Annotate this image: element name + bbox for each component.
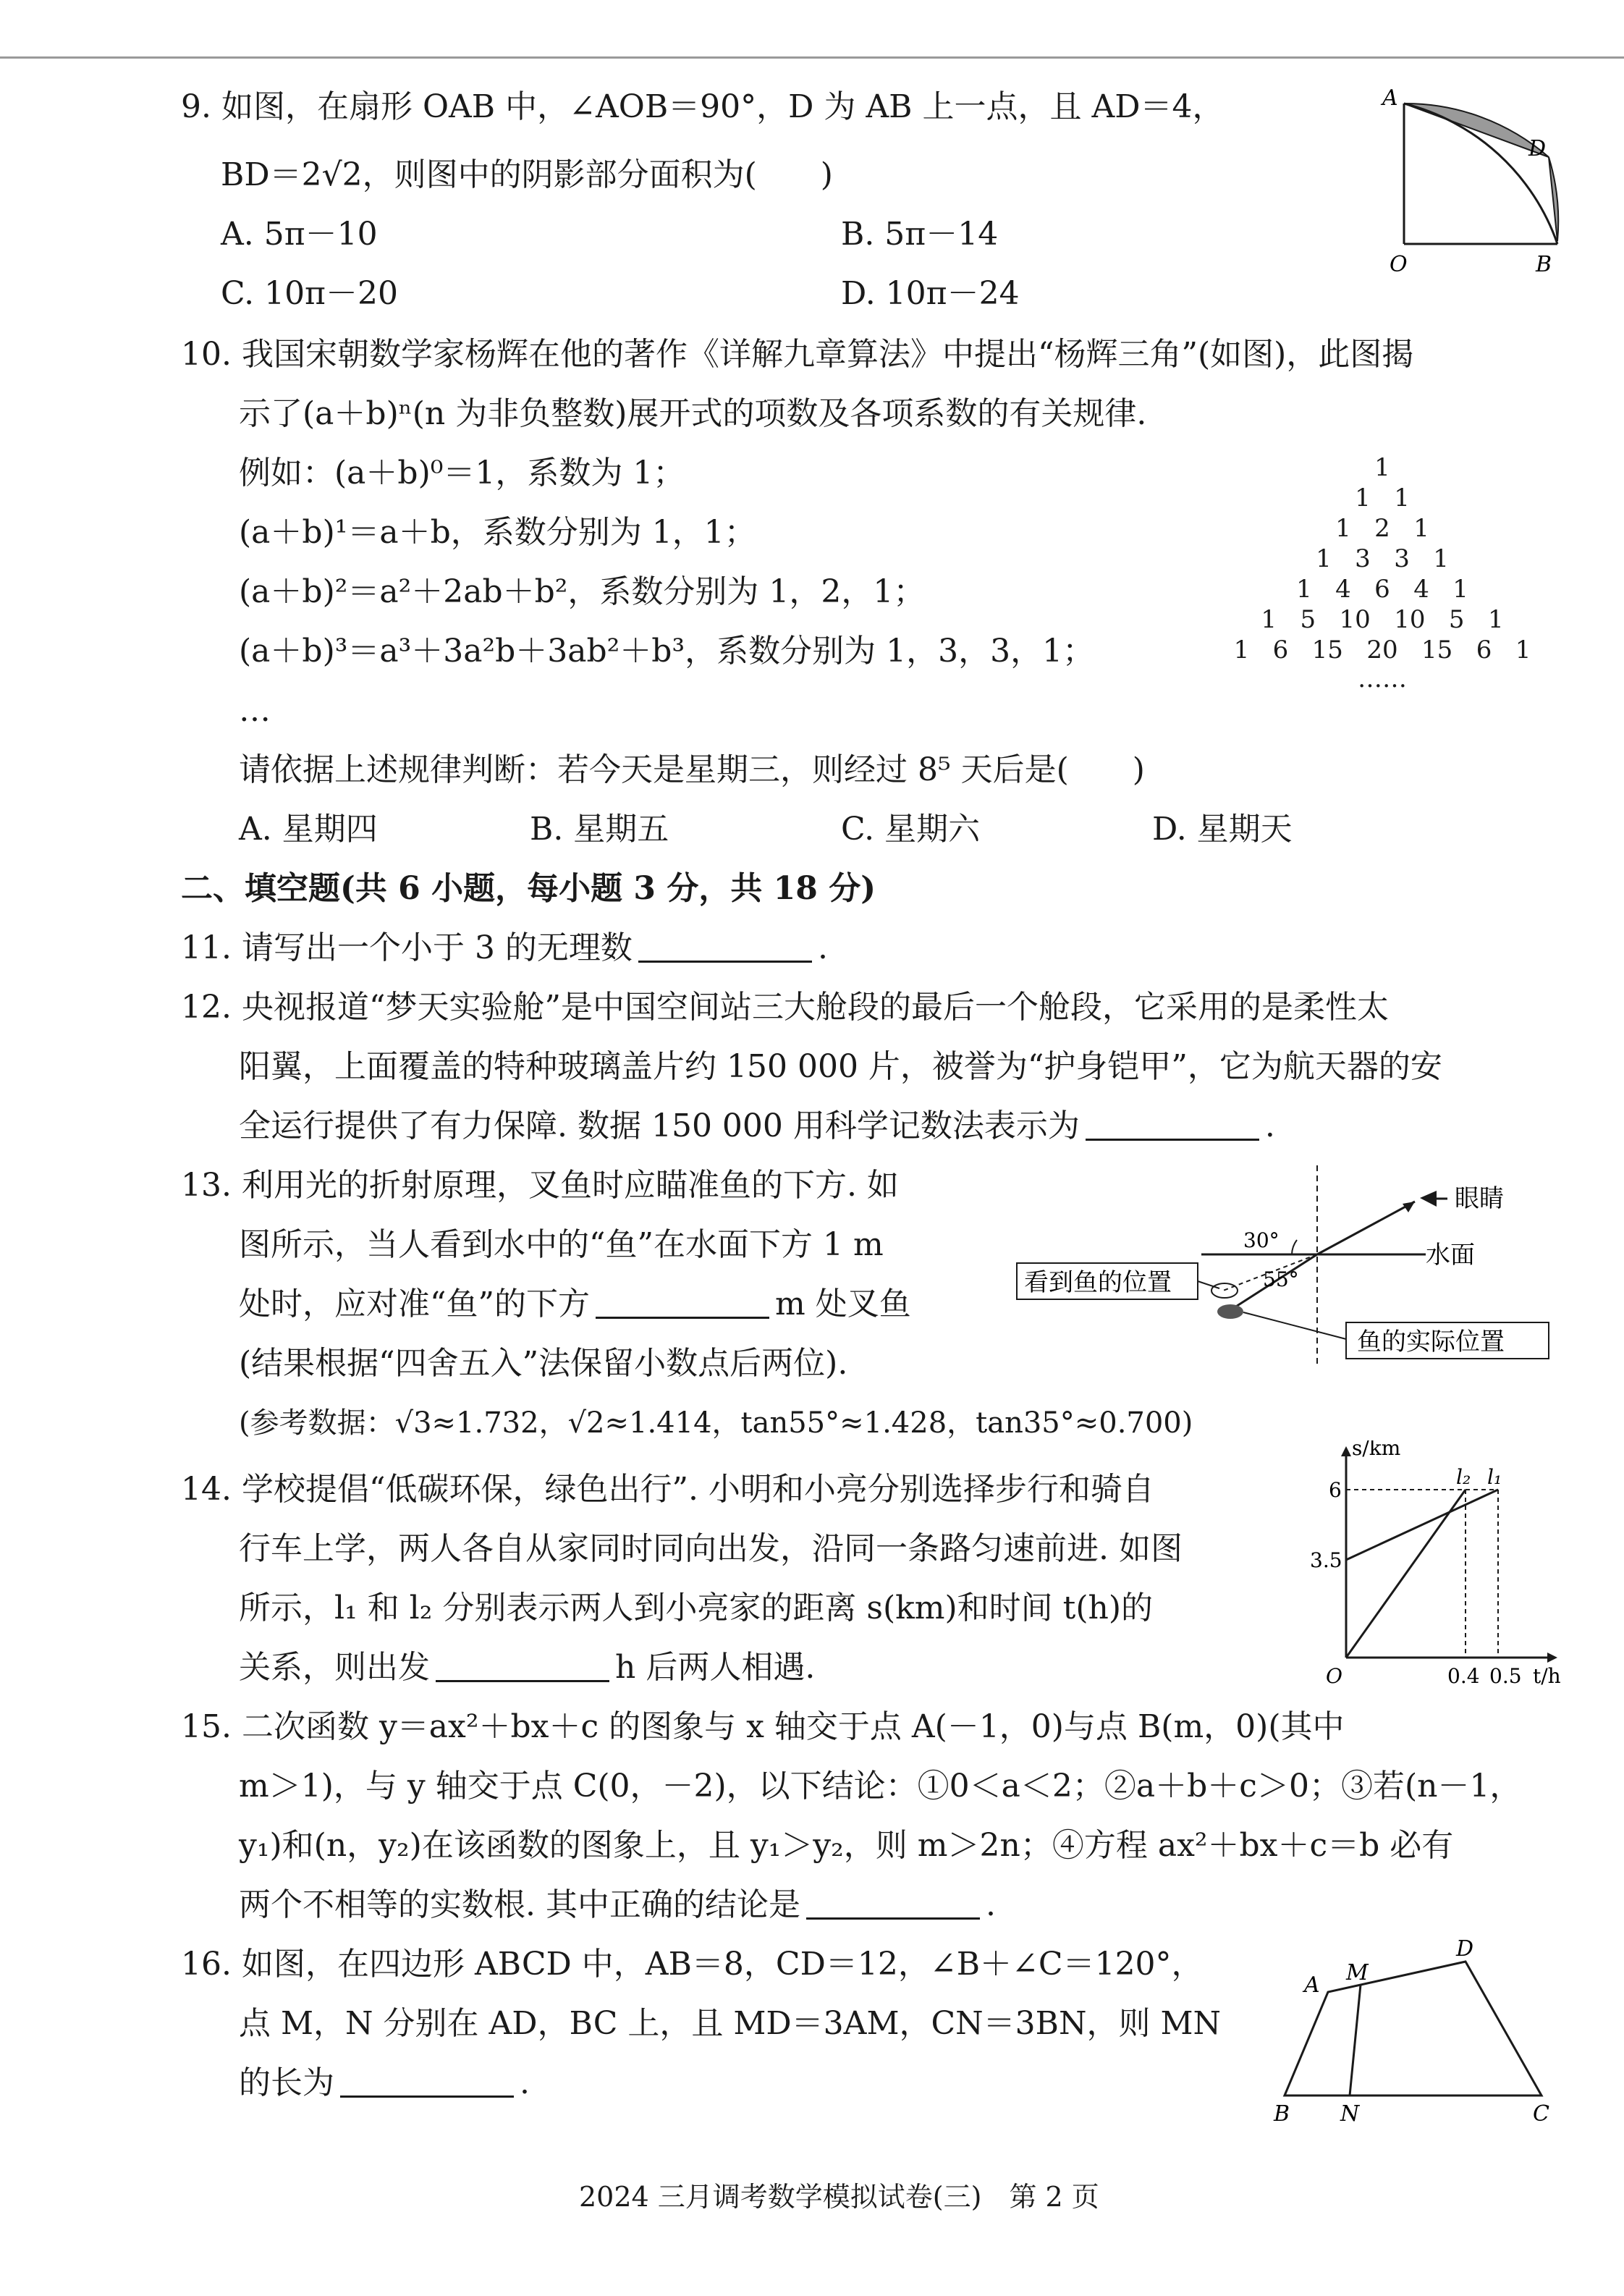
q14-line3: 所示，l₁ 和 l₂ 分别表示两人到小亮家的距离 s(km)和时间 t(h)的 [239,1590,1153,1626]
q13-line3-text: 处时，应对准“鱼”的下方 [239,1286,590,1322]
triangle-row: 1 6 15 20 15 6 1 [1233,636,1531,664]
q11-text: 11. 请写出一个小于 3 的无理数 [181,929,633,966]
q14-label-l2: l₂ [1456,1465,1471,1489]
q10-example-1: (a＋b)¹＝a＋b，系数分别为 1，1； [239,514,756,551]
q11 [181,927,828,970]
q13-line2: 图所示，当人看到水中的“鱼”在水面下方 1 m [239,1226,884,1263]
q16-answer-blank[interactable] [340,2064,514,2098]
q14-line2: 行车上学，两人各自从家同时同向出发，沿同一条路匀速前进. 如图 [239,1530,1183,1567]
triangle-row: 1 4 6 4 1 [1296,575,1468,604]
q16-label-n: N [1340,2101,1360,2127]
q9-option-b[interactable]: B. 5π－14 [841,216,999,253]
q9-label-a: A [1382,85,1398,111]
q16-line2: 点 M，N 分别在 AD，BC 上，且 MD＝3AM，CN＝3BN，则 MN [239,2005,1222,2042]
q9-option-c[interactable]: C. 10π－20 [221,275,398,312]
q9-label-d: D [1528,136,1547,161]
q16-label-c: C [1533,2101,1549,2127]
triangle-row: 1 1 [1355,484,1410,512]
q14-xlabel: t/h [1533,1664,1561,1688]
q13-unit: m 处叉鱼 [775,1286,911,1322]
q14-distance-time-graph [1303,1440,1563,1694]
q16-line1: 16. 如图，在四边形 ABCD 中，AB＝8，CD＝12，∠B＋∠C＝120°， [181,1946,1204,1983]
q10-example-3: (a＋b)³＝a³＋3a²b＋3ab²＋b³，系数分别为 1，3，3，1； [239,633,1095,670]
q12-answer-blank[interactable] [1086,1107,1259,1141]
top-rule [0,56,1624,59]
q9-line1: 9. 如图，在扇形 OAB 中，∠AOB＝90°，D 为 AB 上一点，且 AD＝4， [181,88,1225,125]
q9-line2: BD＝2√2，则图中的阴影部分面积为( ) [221,156,833,193]
q16-line3 [239,2061,530,2105]
q13-line4: (结果根据“四舍五入”法保留小数点后两位). [239,1345,848,1382]
q14-line1: 14. 学校提倡“低碳环保，绿色出行”. 小明和小亮分别选择步行和骑自 [181,1471,1154,1508]
triangle-row: 1 3 3 1 [1316,544,1449,573]
triangle-row: 1 [1374,453,1390,482]
q15-line2: m＞1)，与 y 轴交于点 C(0，－2)，以下结论：①0＜a＜2；②a＋b＋c＞0；③若(n－1， [239,1768,1522,1805]
q10-option-d[interactable]: D. 星期天 [1152,811,1293,848]
q12-line1: 12. 央视报道“梦天实验舱”是中国空间站三大舱段的最后一个舱段，它采用的是柔性太 [181,989,1389,1026]
q16-label-m: M [1346,1960,1369,1985]
q14-ylabel: s/km [1352,1440,1401,1460]
q14-line4 [239,1646,815,1689]
q13-water-label: 水面 [1426,1241,1475,1270]
q15-line3: y₁)和(n，y₂)在该函数的图象上，且 y₁＞y₂，则 m＞2n；④方程 ax²＋bx＋c＝b 必有 [239,1827,1454,1864]
q12-line3 [239,1105,1275,1148]
triangle-ellipsis: …… [1358,664,1407,693]
q14-label-l1: l₁ [1487,1465,1502,1489]
q15-line1: 15. 二次函数 y＝ax²＋bx＋c 的图象与 x 轴交于点 A(－1，0)与点 B(m，0)(其中 [181,1708,1345,1745]
q10-line1: 10. 我国宋朝数学家杨辉在他的著作《详解九章算法》中提出“杨辉三角”(如图)，此图揭 [181,336,1414,373]
q14-line4-end: h 后两人相遇. [615,1649,816,1686]
q14-line4-text: 关系，则出发 [239,1649,430,1686]
q14-tick-0-4: 0.4 [1447,1664,1480,1688]
triangle-row: 1 5 10 10 5 1 [1261,605,1504,634]
q9-option-d[interactable]: D. 10π－24 [841,275,1020,312]
q13-seen-label: 看到鱼的位置 [1024,1268,1172,1297]
q9-sector-figure [1368,83,1570,286]
q15-end: . [985,1886,996,1923]
section-2-heading: 二、填空题(共 6 小题，每小题 3 分，共 18 分) [181,870,876,907]
q14-tick-0-5: 0.5 [1489,1664,1522,1688]
q16-label-b: B [1274,2101,1290,2127]
q16-label-a: A [1304,1972,1320,1998]
q11-answer-blank[interactable] [638,929,812,963]
q14-tick-6: 6 [1329,1478,1342,1502]
q10-example-0: 例如：(a＋b)⁰＝1，系数为 1； [239,455,685,491]
q12-end: . [1264,1107,1275,1144]
q11-end: . [817,929,828,966]
q13-reference-data: (参考数据：√3≈1.732，√2≈1.414，tan55°≈1.428，tan35°≈0.700) [239,1406,1193,1440]
q16-end: . [520,2064,530,2101]
q13-line1: 13. 利用光的折射原理，叉鱼时应瞄准鱼的下方. 如 [181,1167,899,1204]
q15-line4-text: 两个不相等的实数根. 其中正确的结论是 [239,1886,800,1923]
triangle-row: 1 2 1 [1335,514,1429,543]
q9-option-a[interactable]: A. 5π－10 [221,216,378,253]
page-footer: 2024 三月调考数学模拟试卷(三) 第 2 页 [579,2181,1099,2213]
q13-actual-label: 鱼的实际位置 [1357,1328,1505,1356]
q10-example-2: (a＋b)²＝a²＋2ab＋b²，系数分别为 1，2，1； [239,573,926,610]
q12-line2: 阳翼，上面覆盖的特种玻璃盖片约 150 000 片，被誉为“护身铠甲”，它为航天器的安 [239,1048,1442,1085]
q13-refraction-figure [1013,1162,1563,1372]
q16-quadrilateral-figure [1259,1940,1570,2128]
q13-angle-55: 55° [1263,1267,1299,1291]
q10-option-b[interactable]: B. 星期五 [530,811,669,848]
q15-answer-blank[interactable] [806,1886,980,1920]
q10-line2: 示了(a＋b)ⁿ(n 为非负整数)展开式的项数及各项系数的有关规律. [239,395,1147,432]
q16-label-d: D [1456,1940,1474,1962]
q10-option-c[interactable]: C. 星期六 [841,811,981,848]
q9-label-o: O [1390,252,1408,277]
q14-answer-blank[interactable] [436,1648,609,1682]
q9-label-b: B [1536,252,1552,277]
q13-answer-blank[interactable] [596,1285,769,1319]
q14-tick-3-5: 3.5 [1310,1548,1342,1572]
q16-line3-text: 的长为 [239,2064,334,2101]
q10-question: 请依据上述规律判断：若今天是星期三，则经过 8⁵ 天后是( ) [239,751,1145,788]
q14-origin: O [1326,1664,1342,1688]
q13-line3 [239,1283,911,1326]
q10-ellipsis: … [239,692,271,729]
q13-angle-30: 30° [1243,1228,1280,1252]
q10-option-a[interactable]: A. 星期四 [239,811,378,848]
q15-line4 [239,1883,996,1927]
q13-eye-label: 眼睛 [1455,1184,1504,1213]
q12-line3-text: 全运行提供了有力保障. 数据 150 000 用科学记数法表示为 [239,1107,1080,1144]
